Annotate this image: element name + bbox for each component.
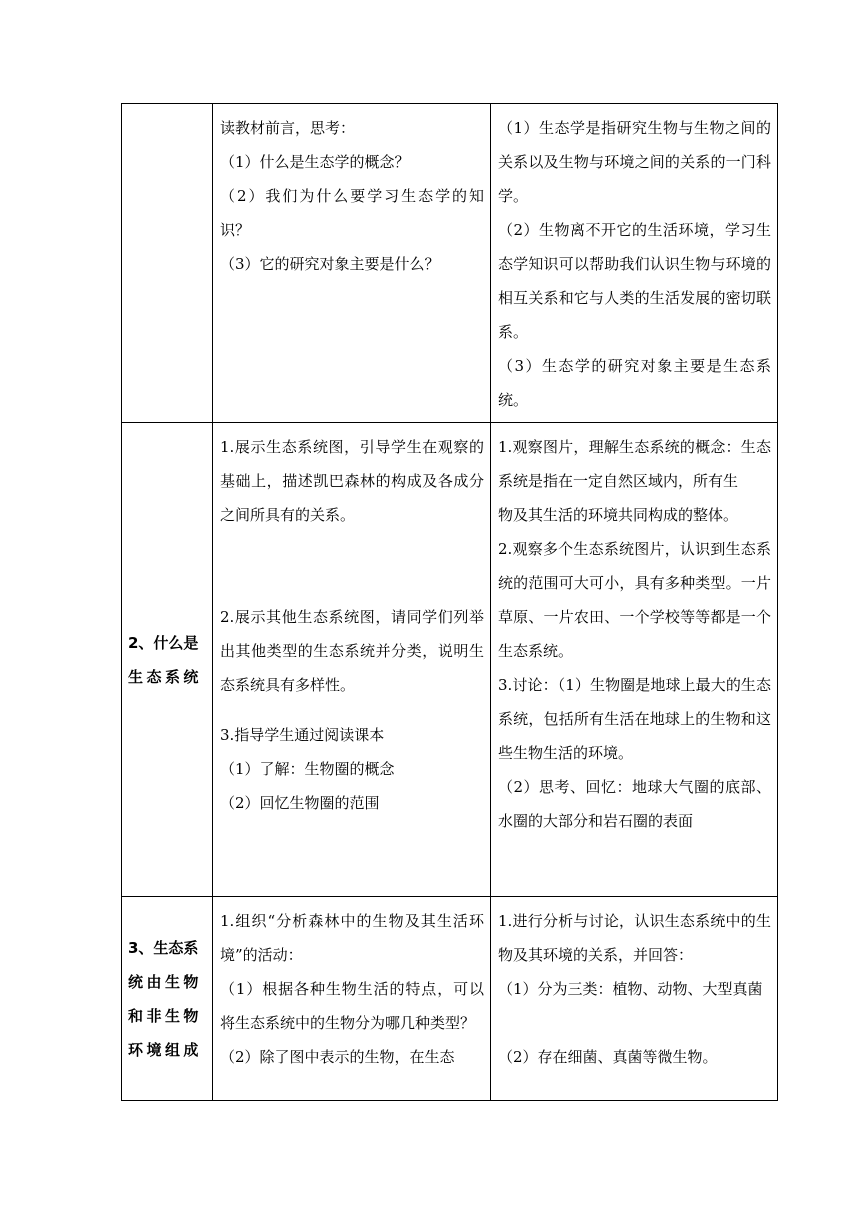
student-text: （1）生态学是指研究生物与生物之间的关系以及生物与环境之间的关系的一门科学。: [498, 119, 771, 205]
stage-title: 统由生物: [128, 972, 199, 991]
teacher-text: （2）除了图中表示的生物，在生态: [220, 1048, 455, 1066]
teacher-text: （3）它的研究对象主要是什么？: [220, 255, 440, 273]
teacher-text: 1.展示生态系统图，引导学生在观察的基础上，描述凯巴森林的构成及各成分之间所具有的关系。: [220, 438, 484, 524]
teacher-activity-cell: [213, 104, 491, 423]
teacher-text: 1.组织“分析森林中的生物及其生活环境”的活动：: [220, 912, 484, 964]
stage-title: 3、生态系: [128, 938, 199, 957]
teacher-activity-cell: [213, 897, 491, 1101]
student-activity-cell: [491, 104, 778, 423]
teacher-text: 2.展示其他生态系统图，请同学们列举出其他类型的生态系统并分类，说明生态系统具有多样性。: [220, 608, 484, 694]
stage-title: 和非生物: [128, 1006, 199, 1025]
teacher-text: 读教材前言，思考：: [220, 119, 356, 137]
stage-title: 2、什么是: [128, 633, 199, 652]
table-row: [122, 104, 778, 423]
student-text: 2.观察多个生态系统图片，认识到生态系统的范围可大可小，具有多种类型。一片草原、一片农田、一个学校等等都是一个生态系统。: [498, 540, 771, 660]
student-text: （3）生态学的研究对象主要是生态系统。: [498, 357, 771, 409]
table-row: [122, 897, 778, 1101]
stage-cell: [122, 423, 213, 897]
teacher-text: （1）什么是生态学的概念？: [220, 153, 410, 171]
student-text: （2）思考、回忆：地球大气圈的底部、水圈的大部分和岩石圈的表面: [498, 778, 771, 830]
lesson-table: [121, 103, 778, 1101]
teacher-text: （1）根据各种生物生活的特点，可以将生态系统中的生物分为哪几种类型？: [220, 980, 484, 1032]
student-text: （2）生物离不开它的生活环境，学习生态学知识可以帮助我们认识生物与环境的相互关系和它与人类的生活发展的密切联系。: [498, 221, 771, 341]
stage-cell: [122, 104, 213, 423]
teacher-text: 3.指导学生通过阅读课本: [220, 726, 385, 744]
stage-cell: [122, 897, 213, 1101]
student-text: 1.观察图片，理解生态系统的概念：生态系统是指在一定自然区域内，所有生: [498, 438, 771, 490]
stage-title: 环境组成: [128, 1040, 199, 1059]
student-text: （2）存在细菌、真菌等微生物。: [498, 1048, 718, 1066]
student-activity-cell: [491, 897, 778, 1101]
teacher-text: （1）了解：生物圈的概念: [220, 760, 395, 778]
student-text: 物及其生活的环境共同构成的整体。: [498, 506, 739, 524]
student-text: （1）分为三类：植物、动物、大型真菌: [498, 980, 763, 998]
stage-title: 生态系统: [128, 667, 199, 686]
student-activity-cell: [491, 423, 778, 897]
teacher-text: （2）我们为什么要学习生态学的知识？: [220, 187, 484, 239]
student-text: 3.讨论：（1）生物圈是地球上最大的生态系统，包括所有生活在地球上的生物和这些生物生活的环境。: [498, 676, 771, 762]
student-text: 1.进行分析与讨论，认识生态系统中的生物及其环境的关系，并回答：: [498, 912, 771, 964]
teacher-text: （2）回忆生物圈的范围: [220, 794, 380, 812]
table-row: [122, 423, 778, 897]
teacher-activity-cell: [213, 423, 491, 897]
